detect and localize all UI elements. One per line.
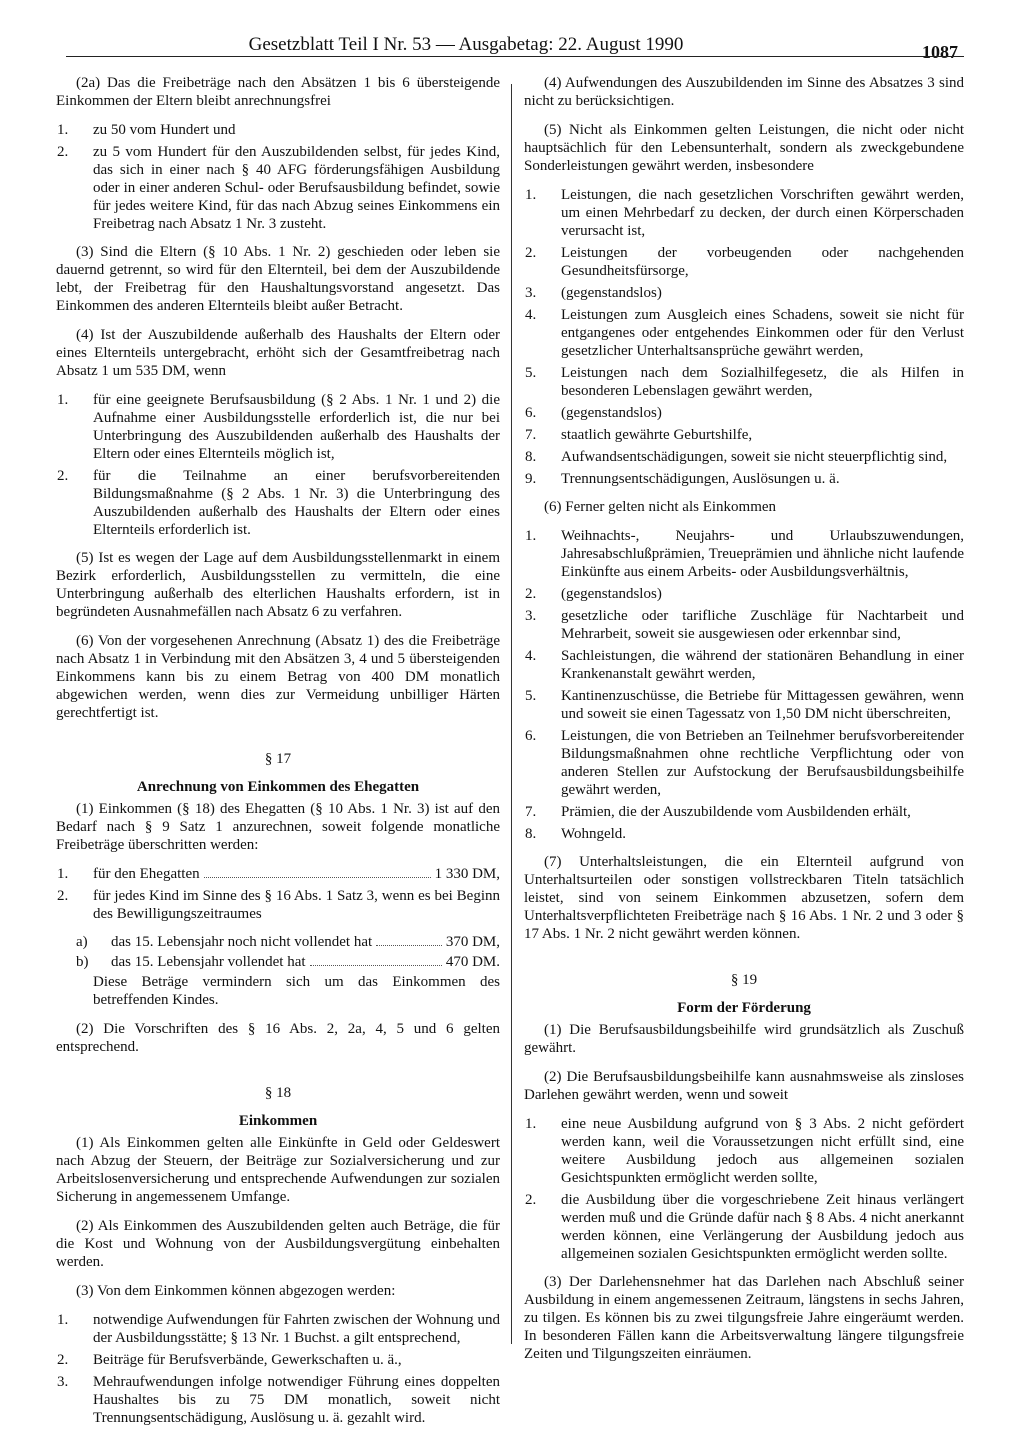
- sub-list-item: b) das 15. Lebensjahr vollendet hat 470 DM.: [76, 954, 500, 970]
- paragraph-4: (4) Ist der Auszubildende außerhalb des Haushalts der Eltern oder eines Elternteils untergebracht, erhöht sich der Gesamtfreibetrag nach Absatz 1 um 535 DM, wenn: [56, 327, 500, 379]
- section-17-title: Anrechnung von Einkommen des Ehegatten: [136, 779, 420, 795]
- section-17-note: Diese Beträge vermindern sich um das Einkommen des betreffenden Kindes.: [93, 974, 500, 1008]
- list-17: [56, 865, 500, 923]
- section-18-number: § 18: [264, 1085, 292, 1101]
- right-column: [524, 74, 964, 1374]
- section-18-paragraph-4: (4) Aufwendungen des Auszubildenden im Sinne des Absatzes 3 sind nicht zu berücksichtigen.: [524, 75, 964, 109]
- section-18-paragraph-3: (3) Von dem Einkommen können abgezogen werden:: [76, 1283, 396, 1299]
- list-item: 1. notwendige Aufwendungen für Fahrten zwischen der Wohnung und der Ausbildungsstätte; § 13 Nr. 1 Buchst. a gilt entsprechend,: [57, 1312, 500, 1346]
- list-item: 5. Leistungen nach dem Sozialhilfegesetz, die als Hilfen in besonderen Lebenslagen gewährt werden,: [525, 365, 964, 399]
- list-item: 8. Aufwandsentschädigungen, soweit sie nicht steuerpflichtig sind,: [525, 449, 948, 465]
- list-item: 2. zu 5 vom Hundert für den Auszubildenden selbst, für jedes Kind, das sich in einer nach § 40 AFG förderungsfähigen Ausbildung oder in einer anderen Schul- oder Berufsausbildung befindet, sowie für jedes weitere Kind, für das nach Abzug seines Einkommens ein Freibetrag nach Absatz 1 Nr. 3 zusteht.: [57, 144, 500, 232]
- amount: 1 330 DM,: [434, 866, 500, 882]
- section-19-paragraph-1: (1) Die Berufsausbildungsbeihilfe wird grundsätzlich als Zuschuß gewährt.: [524, 1022, 964, 1056]
- list-item: 1. zu 50 vom Hundert und: [57, 122, 236, 138]
- section-18-paragraph-5: (5) Nicht als Einkommen gelten Leistungen, die nicht oder nicht hauptsächlich für den Lebensunterhalt, sondern als zweckgebundene Sonderleistungen gewährt werden, insbesondere: [524, 122, 964, 174]
- list-18: [56, 1311, 500, 1427]
- section-19-paragraph-3: (3) Der Darlehensnehmer hat das Darlehen nach Abschluß seiner Ausbildung in einem angemessenen Zeitraum, längstens in sechs Jahren, zu tilgen. Es können bis zu zwei tilgungsfreie Jahre eingeräumt werden. In besonderen Fällen kann die Arbeitsverwaltung längere tilgungsfreie Zeiten und Tilgungszeiten einräumen.: [524, 1274, 964, 1362]
- list-item: 4. Leistungen zum Ausgleich eines Schadens, soweit sie nicht für entgangenes oder entgehendes Einkommen oder für den Verlust gesetzlicher Unterhaltsansprüche gewährt werden,: [525, 307, 964, 359]
- section-18-title: Einkommen: [238, 1113, 318, 1129]
- left-column: [56, 74, 500, 1437]
- section-19-number: § 19: [730, 972, 758, 988]
- list-item: 2. die Ausbildung über die vorgeschriebene Zeit hinaus verlängert werden muß und die Gründe dafür nach § 8 Abs. 4 nicht anerkannt werden können, eine Verlängerung der Ausbildung jedoch aus allgemeinen sozialen Gesichtspunkten ermöglicht werden sollte.: [525, 1192, 964, 1262]
- list-item: 2. für die Teilnahme an einer berufsvorbereitenden Bildungsmaßnahme (§ 2 Abs. 1 Nr. 3) die Unterbringung des Auszubildenden außerhalb des Haushalts der Eltern oder eines Elternteils erforderlich ist.: [57, 468, 500, 538]
- paragraph-2a: (2a) Das die Freibeträge nach den Absätzen 1 bis 6 übersteigende Einkommen der Eltern bleibt anrechnungsfrei: [56, 75, 500, 109]
- list-item: 7. staatlich gewährte Geburtshilfe,: [525, 427, 753, 443]
- list-item: 5. Kantinenzuschüsse, die Betriebe für Mittagessen gewähren, wenn und soweit sie einen Tagessatz von 1,50 DM nicht überschreiten,: [525, 688, 964, 722]
- list-item: 3. (gegenstandslos): [525, 285, 662, 301]
- header-divider: [66, 56, 964, 57]
- list-item: 2. Beiträge für Berufsverbände, Gewerkschaften u. ä.,: [57, 1352, 402, 1368]
- leader-dots: [310, 965, 442, 966]
- sublist-17: [56, 933, 500, 971]
- list-item: 2. für jedes Kind im Sinne des § 16 Abs. 1 Satz 3, wenn es bei Beginn des Bewilligungszeitraumes: [57, 888, 500, 922]
- list-item: 1. Leistungen, die nach gesetzlichen Vorschriften gewährt werden, um einen Mehrbedarf zu decken, der durch einen Körperschaden verursacht ist,: [525, 187, 964, 239]
- leader-dots: [204, 877, 431, 878]
- list-item: 3. Mehraufwendungen infolge notwendiger Führung eines doppelten Haushaltes bis zu 75 DM monatlich, soweit nicht Trennungsentschädigung, Auslösung u. ä. gezahlt wird.: [57, 1374, 500, 1426]
- list-item: 8. Wohngeld.: [525, 826, 627, 842]
- list-item: 7. Prämien, die der Auszubildende vom Ausbildenden erhält,: [525, 804, 911, 820]
- list-item: 6. (gegenstandslos): [525, 405, 662, 421]
- section-17-paragraph-2: (2) Die Vorschriften des § 16 Abs. 2, 2a, 4, 5 und 6 gelten entsprechend.: [56, 1021, 500, 1055]
- list-item: 1. für eine geeignete Berufsausbildung (§ 2 Abs. 1 Nr. 1 und 2) die Aufnahme einer Ausbildungsstelle erforderlich ist, die nur bei Unterbringung des Auszubildenden außerhalb des Haushalts der Eltern oder eines Elternteils möglich ist,: [57, 392, 500, 462]
- paragraph-6: (6) Von der vorgesehenen Anrechnung (Absatz 1) des die Freibeträge nach Absatz 1 in Verbindung mit den Absätzen 3, 4 und 5 übersteigenden Einkommens kann bis zu einem Betrag von 400 DM monatlich abgewichen werden, wenn dies zur Vermeidung unbilliger Härten gerechtfertigt ist.: [56, 633, 500, 721]
- section-18-paragraph-2: (2) Als Einkommen des Auszubildenden gelten auch Beträge, die für die Kost und Wohnung von der Ausbildungsvergütung einbehalten werden.: [56, 1218, 500, 1270]
- list-18-5: [524, 186, 964, 488]
- list-4: [56, 391, 500, 539]
- list-item: 1. eine neue Ausbildung aufgrund von § 3 Abs. 2 nicht gefördert werden kann, weil die Voraussetzungen nicht erfüllt sind, eine weitere Ausbildung jedoch aus allgemeinen sozialen Gesichtspunkten ermöglicht werden sollte,: [525, 1116, 964, 1186]
- list-item: 2. (gegenstandslos): [525, 586, 662, 602]
- section-18-paragraph-7: (7) Unterhaltsleistungen, die ein Elternteil aufgrund von Unterhaltsurteilen oder sonstigen vollstreckbaren Titeln tatsächlich leistet, sind von seinem Einkommen abzusetzen, sofern dem Unterhaltsverpflichteten Freibeträge nach § 16 Abs. 1 Nr. 2 und 3 oder § 17 Abs. 1 Nr. 2 nicht gewährt werden können.: [524, 854, 964, 942]
- amount: 370 DM,: [445, 934, 500, 950]
- column-divider: [511, 84, 512, 1344]
- list-19: [524, 1115, 964, 1263]
- leader-dots: [376, 945, 442, 946]
- list-item: 3. gesetzliche oder tarifliche Zuschläge für Nachtarbeit und Mehrarbeit, soweit sie ausgewiesen oder erkennbar sind,: [525, 608, 964, 642]
- section-18-paragraph-1: (1) Als Einkommen gelten alle Einkünfte in Geld oder Geldeswert nach Abzug der Steuern, der Beiträge zur Sozialversicherung und zur Arbeitslosenversicherung und entsprechende Aufwendungen zur sozialen Sicherung in angemessenem Umfange.: [56, 1135, 500, 1205]
- sub-list-item: a) das 15. Lebensjahr noch nicht vollendet hat 370 DM,: [76, 934, 500, 950]
- paragraph-3: (3) Sind die Eltern (§ 10 Abs. 1 Nr. 2) geschieden oder leben sie dauernd getrennt, so wird für den Elternteil, bei dem der Auszubildende lebt, der Freibetrag für den Haushaltungsvorstand angesetzt. Das Einkommen des anderen Elternteils bleibt außer Betracht.: [56, 244, 500, 314]
- amount: 470 DM.: [445, 954, 500, 970]
- gazette-header-title: Gesetzblatt Teil I Nr. 53 — Ausgabetag: 22. August 1990: [248, 34, 684, 55]
- section-17-number: § 17: [264, 751, 292, 767]
- list-item: 2. Leistungen der vorbeugenden oder nachgehenden Gesundheitsfürsorge,: [525, 245, 964, 279]
- list-item: 9. Trennungsentschädigungen, Auslösungen u. ä.: [525, 471, 840, 487]
- section-18-paragraph-6: (6) Ferner gelten nicht als Einkommen: [544, 499, 777, 515]
- list-item: 6. Leistungen, die von Betrieben an Teilnehmer berufsvorbereitender Bildungsmaßnahmen ohne rechtliche Verpflichtung oder von anderen Stellen zur Aufstockung der Berufsausbildungsbeihilfe gewährt werden,: [525, 728, 964, 798]
- section-17-paragraph-1: (1) Einkommen (§ 18) des Ehegatten (§ 10 Abs. 1 Nr. 3) ist auf den Bedarf nach § 9 Satz 1 anzurechnen, soweit folgende monatliche Freibeträge überschritten werden:: [56, 801, 500, 853]
- page-number: 1087: [922, 42, 958, 62]
- list-item: 1. für den Ehegatten 1 330 DM,: [57, 866, 500, 882]
- section-19-paragraph-2: (2) Die Berufsausbildungsbeihilfe kann ausnahmsweise als zinsloses Darlehen gewährt werden, wenn und soweit: [524, 1069, 964, 1103]
- section-19-title: Form der Förderung: [677, 1000, 811, 1016]
- list-item: 1. Weihnachts-, Neujahrs- und Urlaubszuwendungen, Jahresabschlußprämien, Treueprämien und ähnliche nicht laufende Einkünfte aus einem Arbeits- oder Ausbildungsverhältnis,: [525, 528, 964, 580]
- list-2a: [56, 121, 500, 233]
- list-18-6: [524, 527, 964, 843]
- paragraph-5: (5) Ist es wegen der Lage auf dem Ausbildungsstellenmarkt in einem Bezirk erforderlich, Ausbildungsstellen zu vermitteln, die eine Unterbringung außerhalb des elterlichen Haushalts erfordern, ist in begründeten Ausnahmefällen nach Absatz 6 zu verfahren.: [56, 550, 500, 620]
- list-item: 4. Sachleistungen, die während der stationären Behandlung in einer Krankenanstalt gewährt werden,: [525, 648, 964, 682]
